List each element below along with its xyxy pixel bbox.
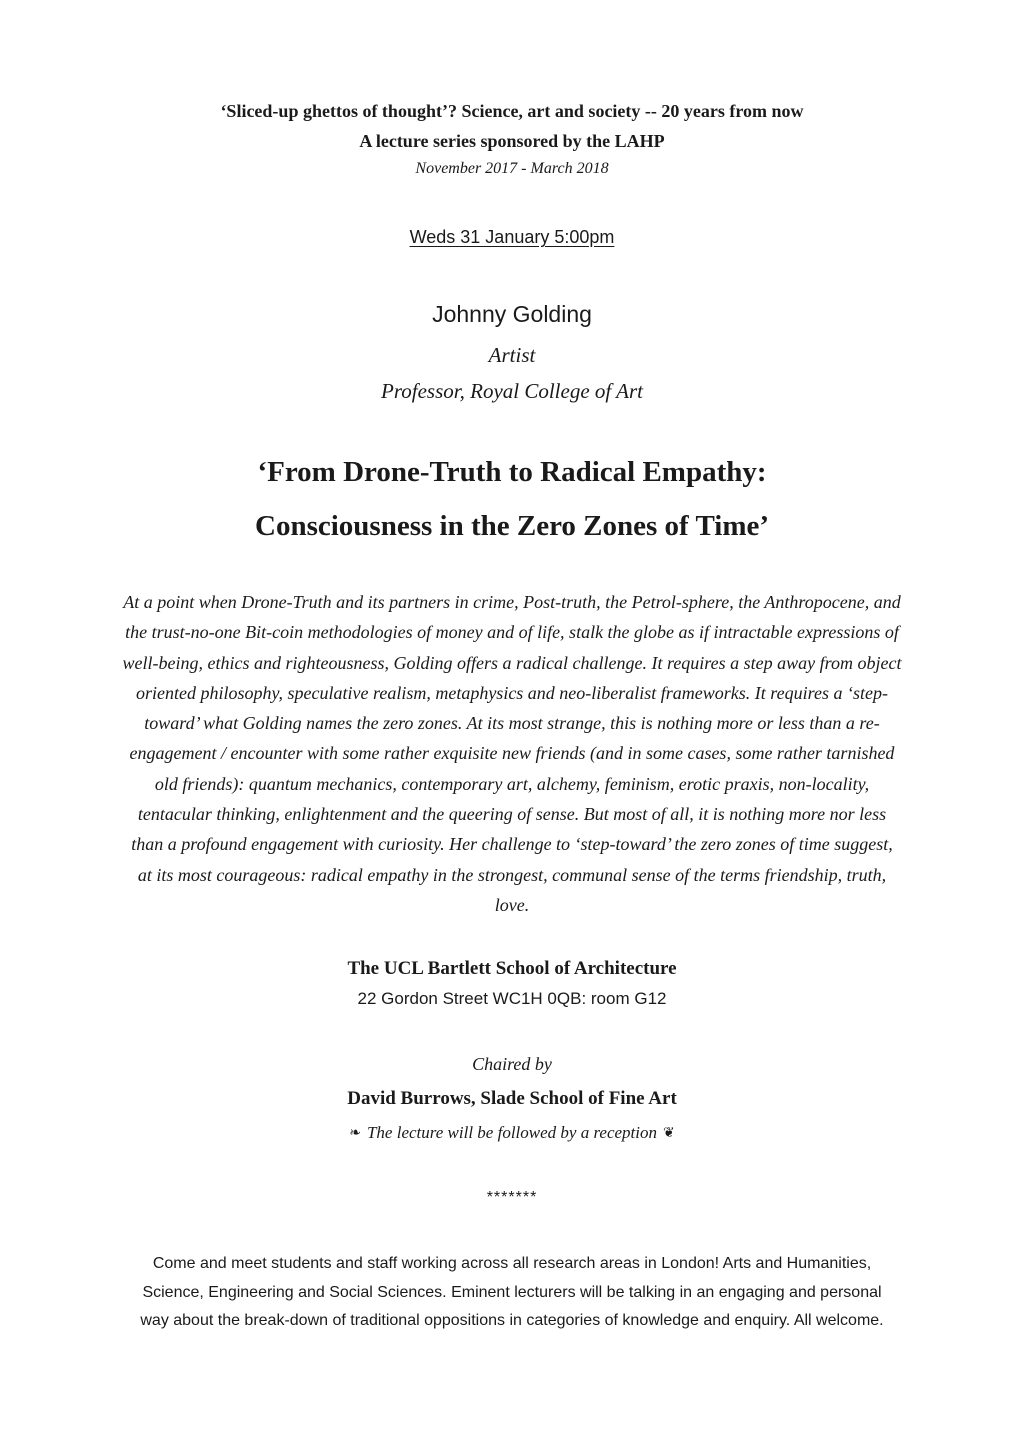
speaker-name: Johnny Golding: [432, 301, 592, 327]
abstract-line: old friends): quantum mechanics, contemporary art, alchemy, feminism, erotic praxis, non-locality,: [154, 773, 870, 794]
series-dates: November 2017 - March 2018: [415, 160, 609, 177]
venue-address: 22 Gordon Street WC1H 0QB: room G12: [357, 989, 667, 1008]
footer-line: Science, Engineering and Social Sciences. Eminent lecturers will be talking in an engaging and personal: [142, 1283, 882, 1301]
venue-name: The UCL Bartlett School of Architecture: [347, 958, 677, 979]
abstract: [95, 587, 929, 920]
abstract-line: well-being, ethics and righteousness, Golding offers a radical challenge. It requires a step away from object: [122, 652, 902, 673]
speaker-role: Artist: [488, 343, 536, 367]
abstract-line: oriented philosophy, speculative realism, metaphysics and neo-liberalist frameworks. It requires a ‘step-: [136, 682, 888, 703]
floral-ornament-right-icon: ❦: [663, 1126, 675, 1141]
chair-name: David Burrows, Slade School of Fine Art: [347, 1088, 677, 1109]
footer-line: Come and meet students and staff working across all research areas in London! Arts and Humanities,: [152, 1255, 872, 1272]
talk-title-line-2: Consciousness in the Zero Zones of Time’: [255, 510, 769, 542]
reception-note: [0, 1120, 1024, 1147]
section-separator: *******: [486, 1189, 538, 1206]
talk-title-line-1: ‘From Drone-Truth to Radical Empathy:: [257, 456, 767, 488]
speaker-affiliation: Professor, Royal College of Art: [381, 379, 643, 403]
event-date: Weds 31 January 5:00pm: [409, 227, 615, 247]
abstract-line: than a profound engagement with curiosity. Her challenge to ‘step-toward’ the zero zones of time suggest,: [131, 834, 893, 855]
chaired-by-label: Chaired by: [472, 1054, 552, 1074]
series-title: ‘Sliced-up ghettos of thought’? Science, art and society -- 20 years from now: [220, 101, 804, 121]
abstract-line: engagement / encounter with some rather exquisite new friends (and in some cases, some rather tarnished: [129, 743, 895, 764]
abstract-line: love.: [494, 894, 530, 915]
footer-line: way about the break-down of traditional oppositions in categories of knowledge and enquiry. All welcome.: [140, 1312, 884, 1329]
series-subtitle: A lecture series sponsored by the LAHP: [359, 131, 665, 151]
abstract-line: At a point when Drone-Truth and its partners in crime, Post-truth, the Petrol-sphere, the Anthropocene, and: [123, 592, 901, 612]
footer-blurb: [70, 1250, 954, 1336]
abstract-line: toward’ what Golding names the zero zones. At its most strange, this is nothing more or less than a re-: [144, 713, 880, 734]
abstract-line: the trust-no-one Bit-coin methodologies of money and of life, stalk the globe as if intractable expressions of: [125, 622, 899, 643]
abstract-line: at its most courageous: radical empathy in the strongest, communal sense of the terms friendship, truth,: [137, 864, 887, 885]
reception-text: The lecture will be followed by a reception: [366, 1123, 658, 1142]
abstract-line: tentacular thinking, enlightenment and the queering of sense. But most of all, it is nothing more nor less: [137, 804, 887, 825]
floral-ornament-left-icon: ❧: [349, 1126, 361, 1141]
